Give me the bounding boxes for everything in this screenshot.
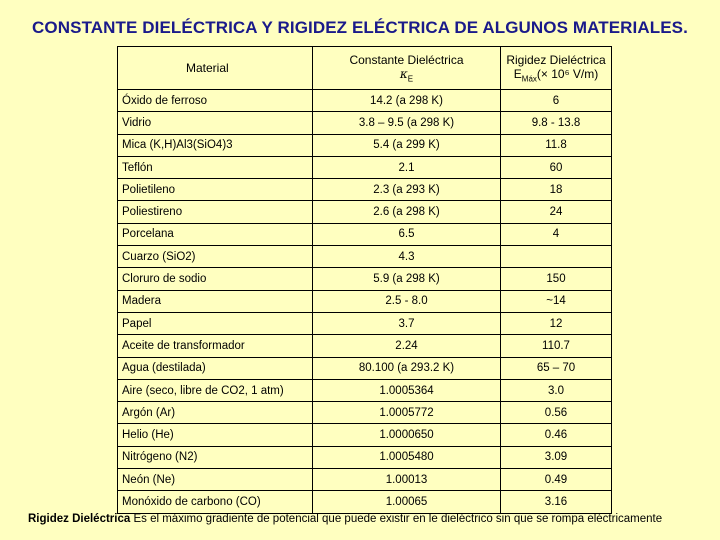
cell-material: Vidrio: [118, 112, 313, 134]
emax-symbol: E: [513, 66, 522, 81]
cell-material: Argón (Ar): [118, 402, 313, 424]
table-body: [118, 90, 612, 514]
cell-constant: 2.24: [313, 335, 501, 357]
table-row: [118, 246, 612, 268]
cell-constant: 14.2 (a 298 K): [313, 90, 501, 112]
cell-material: Aire (seco, libre de CO2, 1 atm): [118, 379, 313, 401]
cell-constant: 2.1: [313, 156, 501, 178]
materials-table: [117, 46, 612, 514]
cell-rigidity: 12: [501, 312, 612, 334]
cell-rigidity: 24: [501, 201, 612, 223]
table-row: [118, 112, 612, 134]
cell-constant: 1.0005364: [313, 379, 501, 401]
cell-constant: 5.9 (a 298 K): [313, 268, 501, 290]
header-rigidity: [501, 47, 612, 90]
cell-rigidity: [501, 246, 612, 268]
cell-constant: 3.7: [313, 312, 501, 334]
table-row: [118, 223, 612, 245]
cell-material: Óxido de ferroso: [118, 90, 313, 112]
table-row: [118, 402, 612, 424]
cell-rigidity: 18: [501, 179, 612, 201]
footnote: [28, 513, 718, 525]
header-material: Material: [118, 47, 313, 90]
cell-rigidity: 3.0: [501, 379, 612, 401]
footnote-term: Rigidez Dieléctrica: [28, 513, 131, 525]
cell-rigidity: ~14: [501, 290, 612, 312]
cell-rigidity: 0.46: [501, 424, 612, 446]
header-constant: [313, 47, 501, 90]
header-rigidity-label: Rigidez Dieléctrica: [506, 52, 606, 67]
cell-rigidity: 11.8: [501, 134, 612, 156]
table-row: [118, 379, 612, 401]
header-constant-label: Constante Dieléctrica: [349, 52, 464, 67]
cell-material: Teflón: [118, 156, 313, 178]
cell-constant: 2.3 (a 293 K): [313, 179, 501, 201]
table-row: [118, 201, 612, 223]
cell-constant: 1.00065: [313, 491, 501, 513]
cell-rigidity: 110.7: [501, 335, 612, 357]
cell-material: Papel: [118, 312, 313, 334]
cell-material: Poliestireno: [118, 201, 313, 223]
cell-material: Polietileno: [118, 179, 313, 201]
cell-rigidity: 0.56: [501, 402, 612, 424]
cell-constant: 2.6 (a 298 K): [313, 201, 501, 223]
table-row: [118, 268, 612, 290]
cell-material: Cuarzo (SiO2): [118, 246, 313, 268]
table-row: [118, 156, 612, 178]
table-row: [118, 357, 612, 379]
footnote-text: Es el máximo gradiente de potencial que puede existir en le dieléctrico sin que se rompa eléctricamente: [130, 513, 663, 525]
kappa-subscript: E: [407, 74, 414, 84]
cell-rigidity: 6: [501, 90, 612, 112]
cell-material: Mica (K,H)Al3(SiO4)3: [118, 134, 313, 156]
cell-material: Helio (He): [118, 424, 313, 446]
table-row: [118, 335, 612, 357]
cell-rigidity: 4: [501, 223, 612, 245]
cell-constant: 80.100 (a 293.2 K): [313, 357, 501, 379]
cell-constant: 1.0005480: [313, 446, 501, 468]
cell-rigidity: 150: [501, 268, 612, 290]
cell-material: Neón (Ne): [118, 469, 313, 491]
table-row: [118, 290, 612, 312]
table-header-row: [118, 47, 612, 90]
cell-material: Madera: [118, 290, 313, 312]
cell-constant: 1.00013: [313, 469, 501, 491]
cell-material: Porcelana: [118, 223, 313, 245]
cell-material: Monóxido de carbono (CO): [118, 491, 313, 513]
cell-material: Agua (destilada): [118, 357, 313, 379]
cell-constant: 6.5: [313, 223, 501, 245]
cell-rigidity: 60: [501, 156, 612, 178]
page-title: CONSTANTE DIELÉCTRICA Y RIGIDEZ ELÉCTRICA DE ALGUNOS MATERIALES.: [32, 18, 688, 37]
table-row: [118, 312, 612, 334]
cell-rigidity: 3.09: [501, 446, 612, 468]
table-row: [118, 469, 612, 491]
cell-rigidity: 0.49: [501, 469, 612, 491]
cell-material: Nitrógeno (N2): [118, 446, 313, 468]
cell-material: Aceite de transformador: [118, 335, 313, 357]
cell-rigidity: 3.16: [501, 491, 612, 513]
cell-rigidity: 9.8 - 13.8: [501, 112, 612, 134]
table-row: [118, 134, 612, 156]
cell-constant: 5.4 (a 299 K): [313, 134, 501, 156]
table-row: [118, 90, 612, 112]
table-row: [118, 491, 612, 513]
rigidity-unit: (× 10⁶ V/m): [536, 66, 599, 81]
cell-rigidity: 65 – 70: [501, 357, 612, 379]
cell-constant: 2.5 - 8.0: [313, 290, 501, 312]
table-row: [118, 424, 612, 446]
cell-constant: 4.3: [313, 246, 501, 268]
cell-constant: 1.0000650: [313, 424, 501, 446]
emax-subscript: Máx: [521, 74, 537, 84]
cell-material: Cloruro de sodio: [118, 268, 313, 290]
table-row: [118, 179, 612, 201]
kappa-symbol: κ: [399, 66, 408, 81]
cell-constant: 3.8 – 9.5 (a 298 K): [313, 112, 501, 134]
cell-constant: 1.0005772: [313, 402, 501, 424]
table-row: [118, 446, 612, 468]
